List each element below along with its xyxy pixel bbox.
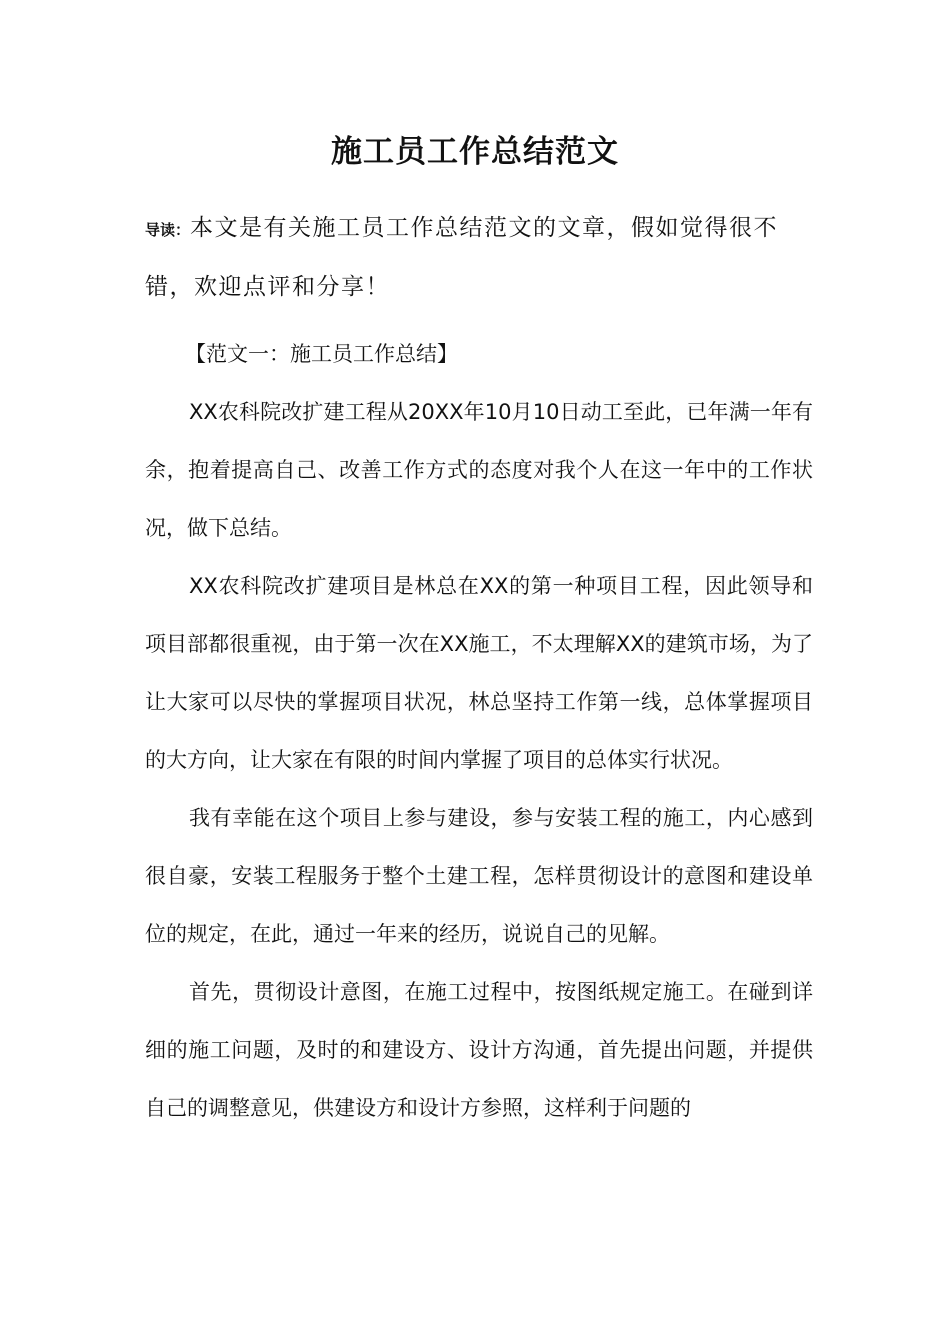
body-paragraph: XX农科院改扩建项目是林总在XX的第一种项目工程，因此领导和项目部都很重视，由于第一次在XX施工，不太理解XX的建筑市场，为了让大家可以尽快的掌握项目状况，林总坚持工作第一线，总体掌握项目的大方向，让大家在有限的时间内掌握了项目的总体实行状况。 <box>145 574 813 772</box>
intro-paragraph <box>145 200 815 316</box>
document-title: 施工员工作总结范文 <box>331 134 619 170</box>
body-paragraph: XX农科院改扩建工程从20XX年10月10日动工至此，已年满一年有余，抱着提高自己、改善工作方式的态度对我个人在这一年中的工作状况，做下总结。 <box>145 400 813 540</box>
intro-text: 本文是有关施工员工作总结范文的文章，假如觉得很不错，欢迎点评和分享！ <box>145 215 779 300</box>
body-paragraph: 首先，贯彻设计意图，在施工过程中，按图纸规定施工。在碰到详细的施工问题，及时的和建设方、设计方沟通，首先提出问题，并提供自己的调整意见，供建设方和设计方参照，这样利于问题的 <box>145 980 813 1120</box>
body-paragraph: 我有幸能在这个项目上参与建设，参与安装工程的施工，内心感到很自豪，安装工程服务于整个土建工程，怎样贯彻设计的意图和建设单位的规定，在此，通过一年来的经历，说说自己的见解。 <box>145 806 813 946</box>
document-body <box>145 325 813 1137</box>
intro-label: 导读： <box>145 221 191 239</box>
section-heading: 【范文一：施工员工作总结】 <box>185 342 458 366</box>
